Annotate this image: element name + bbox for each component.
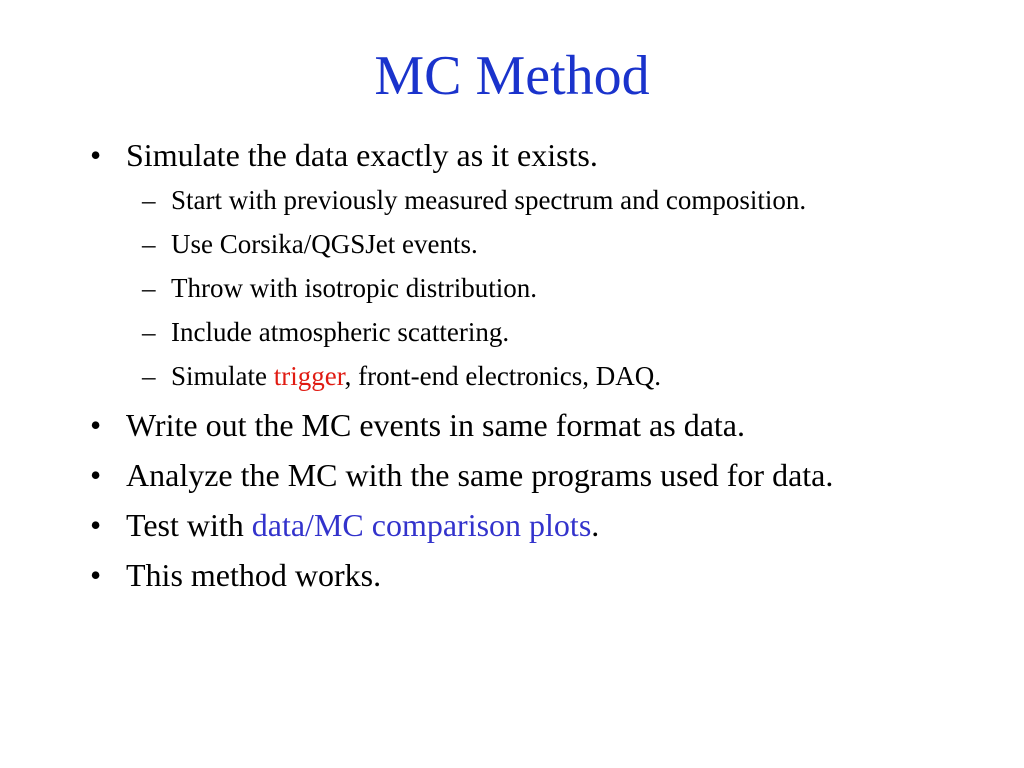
bullet-text: Write out the MC events in same format as data. (126, 407, 745, 443)
sub-bullet-item (126, 227, 970, 261)
sub-bullet-text: Start with previously measured spectrum and composition. (171, 185, 807, 215)
dash-icon: – (142, 229, 156, 259)
dash-icon: – (142, 361, 156, 391)
sub-bullet-text: Throw with isotropic distribution. (171, 273, 537, 303)
sub-bullet-item (126, 315, 970, 349)
dash-icon: – (142, 317, 156, 347)
bullet-item (90, 507, 970, 543)
bullet-item (90, 407, 970, 443)
bullet-text-pre: Test with (126, 507, 252, 543)
bullet-icon: • (90, 457, 102, 493)
bullet-item (90, 137, 970, 393)
sub-bullet-item (126, 271, 970, 305)
sub-bullet-text: Use Corsika/QGSJet events. (171, 229, 478, 259)
highlight-trigger: trigger (273, 361, 345, 391)
sub-bullet-item (126, 359, 970, 393)
bullet-text: Simulate the data exactly as it exists. (126, 137, 598, 173)
bullet-list (90, 137, 970, 607)
sub-bullet-text-post: , front-end electronics, DAQ. (344, 361, 662, 391)
bullet-icon: • (90, 407, 102, 443)
bullet-icon: • (90, 507, 102, 543)
bullet-text: Analyze the MC with the same programs used for data. (126, 457, 834, 493)
bullet-text (126, 507, 599, 543)
sub-bullet-text: Include atmospheric scattering. (171, 317, 510, 347)
bullet-text: This method works. (126, 557, 382, 593)
sub-bullet-text (171, 361, 661, 391)
slide-title: MC Method (374, 45, 650, 107)
bullet-item (90, 457, 970, 493)
bullet-item (90, 557, 970, 593)
bullet-icon: • (90, 557, 102, 593)
sub-bullet-item (126, 183, 970, 217)
dash-icon: – (142, 273, 156, 303)
highlight-comparison-plots: data/MC comparison plots (251, 507, 592, 543)
dash-icon: – (142, 185, 156, 215)
bullet-text-post: . (591, 507, 600, 543)
bullet-icon: • (90, 137, 102, 173)
sub-bullet-list (126, 183, 970, 393)
sub-bullet-text-pre: Simulate (171, 361, 274, 391)
